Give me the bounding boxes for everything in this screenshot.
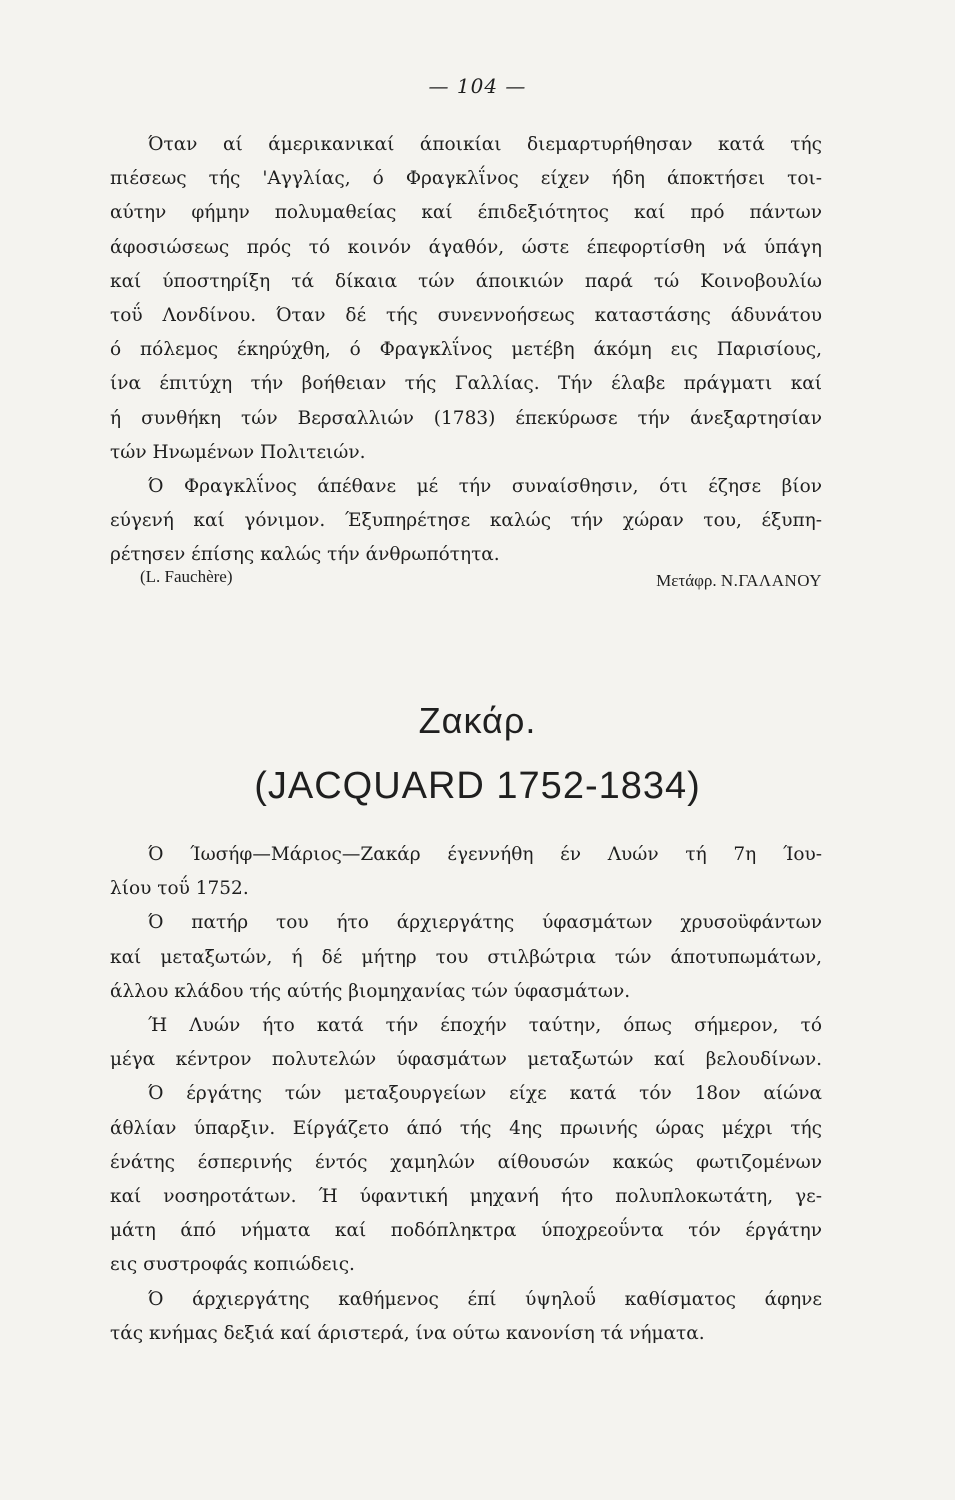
text-line: ρέτησεν έπίσης καλώς τήν άνθρωπότητα. [110,544,500,566]
text-line: μάτη άπό νήματα καί ποδόπληκτρα ύποχρεοΰντα τόν έργάτην [110,1220,822,1242]
text-line: Ό Ίωσήφ—Μάριος—Ζακάρ έγεννήθη έν Λυών τή 7η Ίου- [148,844,822,865]
text-line: άφοσιώσεως πρός τό κοινόν άγαθόν, ώστε έπεφορτίσθη νά ύπάγη [110,236,822,258]
text-line: αύτην φήμην πολυμαθείας καί έπιδεξιότητος καί πρό πάντων [110,202,822,224]
chapter-title: Ζακάρ. [418,700,537,741]
text-line: ίνα έπιτύχη τήν βοήθειαν τής Γαλλίας. Τήν έλαβε πράγματι καί [110,373,822,395]
text-line: Ό Φραγκλΐνος άπέθανε μέ τήν συναίσθησιν, ότι έζησε βίον [148,476,822,498]
text-line: τών Ηνωμένων Πολιτειών. [110,441,366,463]
signature-line [110,567,822,601]
text-line: καί μεταξωτών, ή δέ μήτηρ του στιλβώτρια τών άποτυπωμάτων, [110,946,822,968]
translator-label: Μετάφρ. [656,571,717,590]
text-line: τάς κνήμας δεξιά καί άριστερά, ίνα ούτω κανονίση τά νήματα. [110,1322,705,1344]
text-line: Ή Λυών ήτο κατά τήν έποχήν ταύτην, όπως σήμερον, τό [148,1015,822,1037]
source-author: (L. Fauchère) [140,567,233,586]
text-line: ένάτης έσπερινής έντός χαμηλών αίθουσών κακώς φωτιζομένων [110,1151,822,1173]
text-line: καί νοσηροτάτων. Ή ύφαντική μηχανή ήτο πολυπλοκωτάτη, γε- [110,1186,822,1208]
text-line: εις συστροφάς κοπιώδεις. [110,1254,355,1276]
section-jacquard [110,838,822,1351]
text-line: μέγα κέντρον πολυτελών ύφασμάτων μεταξωτών καί βελουδίνων. [110,1049,822,1071]
text-line: Όταν αί άμερικανικαί άποικίαι διεμαρτυρήθησαν κατά τής [148,134,822,155]
text-line: τοΰ Λονδίνου. Όταν δέ τής συνεννοήσεως καταστάσης άδυνάτου [110,305,822,327]
text-line: άλλου κλάδου τής αύτής βιομηχανίας τών ύφασμάτων. [110,980,631,1002]
text-line: λίου τοΰ 1752. [110,878,249,900]
page-number: — 104 — [428,74,527,98]
text-line: Ό πατήρ του ήτο άρχιεργάτης ύφασμάτων χρυσοϋφάντων [148,912,822,934]
text-line: πιέσεως τής 'Αγγλίας, ό Φραγκλΐνος είχεν ήδη άποκτήσει τοι- [110,168,822,190]
text-line: ή συνθήκη τών Βερσαλλιών (1783) έπεκύρωσε τήν άνεξαρτησίαν [110,407,822,429]
chapter-subtitle: (JACQUARD 1752-1834) [254,765,701,807]
translator-credit [656,571,822,591]
text-line: καί ύποστηρίξη τά δίκαια τών άποικιών παρά τώ Κοινοβουλίω [110,270,822,292]
text-line: Ό άρχιεργάτης καθήμενος έπί ύψηλοΰ καθίσματος άφηνε [148,1288,822,1310]
translator-name: Ν.ΓΑΛΑΝΟΥ [720,571,822,590]
text-line: Ό έργάτης τών μεταξουργείων είχε κατά τόν 18ον αίώνα [148,1083,822,1105]
text-line: άθλίαν ύπαρξιν. Είργάζετο άπό τής 4ης πρωινής ώρας μέχρι τής [110,1117,822,1139]
section-franklin-ending [110,128,822,573]
text-line: εύγενή καί γόνιμον. Έξυπηρέτησε καλώς τήν χώραν του, έξυπη- [110,510,822,532]
text-line: ό πόλεμος έκηρύχθη, ό Φραγκλΐνος μετέβη άκόμη εις Παρισίους, [110,339,822,361]
